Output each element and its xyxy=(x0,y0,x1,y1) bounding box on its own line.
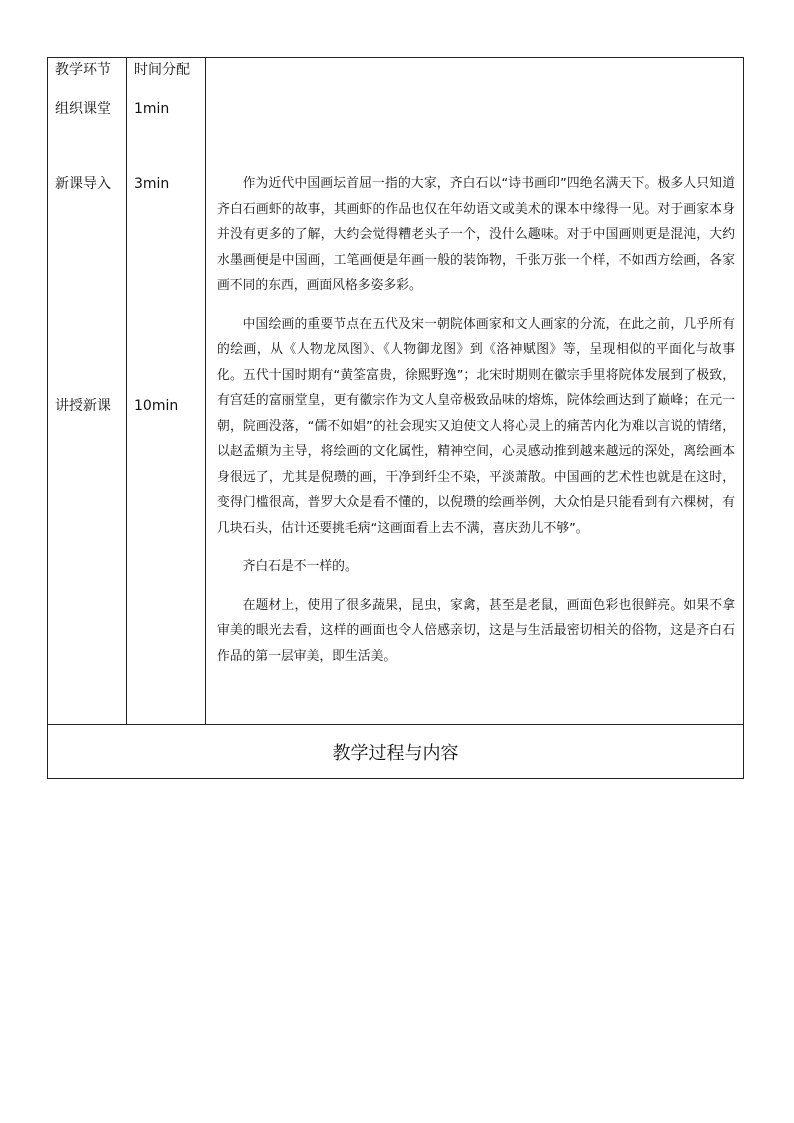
footer-title: 教学过程与内容 xyxy=(48,725,744,779)
phase-column xyxy=(48,58,127,725)
phase-header: 教学环节 xyxy=(55,62,111,78)
time-column xyxy=(127,58,206,725)
lesson-content xyxy=(206,58,743,669)
phase-teach: 讲授新课 xyxy=(55,398,111,414)
table-footer-row xyxy=(48,725,744,779)
content-paragraph-4: 在题材上，使用了很多蔬果，昆虫，家禽，甚至是老鼠，画面色彩也很鲜亮。如果不拿审美的眼光去看，这样的画面也令人倍感亲切，这是与生活最密切相关的俗物，这是齐白石作品的第一层审美，即生活美。 xyxy=(217,597,735,664)
time-organize: 1min xyxy=(134,101,170,117)
content-paragraph-3: 齐白石是不一样的。 xyxy=(242,559,358,574)
content-paragraph-2: 中国绘画的重要节点在五代及宋一朝院体画家和文人画家的分流，在此之前，几乎所有的绘画，从《人物龙凤图》、《人物御龙图》到《洛神赋图》等，呈现相似的平面化与故事化。五代十国时期有“黄筌富贵，徐熙野逸”；北宋时期则在徽宗手里将院体发展到了极致，有宫廷的富丽堂皇，更有徽宗作为文人皇帝极致品味的熔炼，院体绘画达到了巅峰；在元一朝，院画没落，“儒不如娼”的社会现实又迫使文人将心灵上的痛苦内化为难以言说的情绪，以赵孟頫为主导，将绘画的文化属性，精神空间，心灵感动推到越来越远的深处，离绘画本身很远了，尤其是倪瓒的画，干净到纤尘不染，平淡萧散。中国画的艺术性也就是在这时，变得门槛很高，普罗大众是看不懂的，以倪瓒的绘画举例，大众怕是只能看到有六棵树，有几块石头，估计还要挑毛病“这画面看上去不满，喜庆劲儿不够”。 xyxy=(217,316,735,536)
lesson-plan-table xyxy=(47,57,744,779)
content-paragraph-1: 作为近代中国画坛首屈一指的大家，齐白石以“诗书画印”四绝名满天下。极多人只知道齐白石画虾的故事，其画虾的作品也仅在年幼语文或美术的课本中缘得一见。对于画家本身并没有更多的了解，大约会觉得糟老头子一个，没什么趣味。对于中国画则更是混沌，大约水墨画便是中国画，工笔画便是年画一般的装饰物，千张万张一个样，不如西方绘画，各家画不同的东西，画面风格多姿多彩。 xyxy=(217,176,735,293)
table-main-row xyxy=(48,58,744,725)
time-intro: 3min xyxy=(134,176,170,192)
phase-organize: 组织课堂 xyxy=(55,101,111,117)
time-teach: 10min xyxy=(134,398,179,414)
content-column xyxy=(206,58,744,725)
time-header: 时间分配 xyxy=(134,62,190,78)
phase-intro: 新课导入 xyxy=(55,176,111,192)
